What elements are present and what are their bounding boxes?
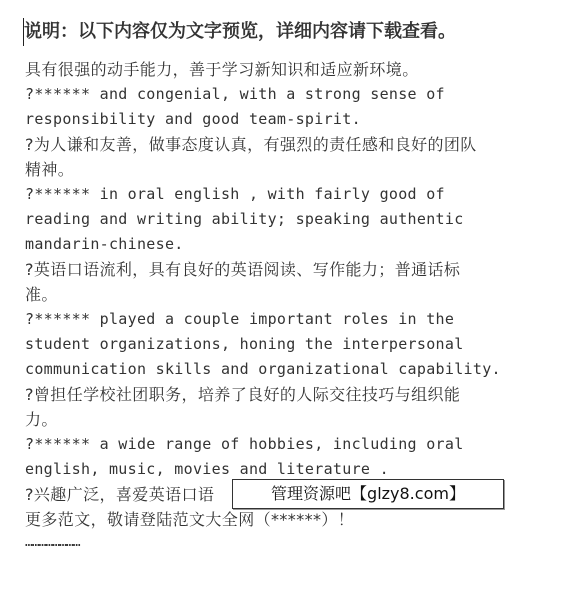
text-line: ?****** and congenial, with a strong sense of — [25, 85, 445, 103]
text-line: student organizations, honing the interpersonal — [25, 335, 464, 353]
text-line: ?****** a wide range of hobbies, including oral — [25, 435, 464, 453]
text-line: 更多范文，敬请登陆范文大全网（******）！ — [25, 510, 355, 529]
text-line: reading and writing ability; speaking authentic — [25, 210, 464, 228]
text-line: 具有很强的动手能力，善于学习新知识和适应新环境。 — [25, 60, 419, 79]
text-line: mandarin-chinese. — [25, 235, 184, 253]
watermark-banner: 管理资源吧【glzy8.com】 — [232, 479, 504, 509]
text-line: ?曾担任学校社团职务，培养了良好的人际交往技巧与组织能 — [25, 385, 461, 404]
text-line: 精神。 — [25, 160, 75, 179]
text-line: 力。 — [25, 410, 58, 429]
text-line: ?****** in oral english , with fairly good of — [25, 185, 445, 203]
text-line: ?为人谦和友善，做事态度认真，有强烈的责任感和良好的团队 — [25, 135, 477, 154]
text-line: ?英语口语流利，具有良好的英语阅读、写作能力；普通话标 — [25, 260, 461, 279]
preview-notice: 说明：以下内容仅为文字预览，详细内容请下载查看。 — [24, 21, 456, 42]
document-body — [25, 57, 565, 532]
text-line: ?兴趣广泛，喜爱英语口语 — [25, 485, 215, 504]
text-line: responsibility and good team-spirit. — [25, 110, 361, 128]
text-line: english, music, movies and literature . — [25, 460, 389, 478]
ellipsis-dots: …………………… — [25, 535, 80, 550]
text-line: ?****** played a couple important roles in the — [25, 310, 455, 328]
text-line: 准。 — [25, 285, 58, 304]
text-line: communication skills and organizational capability. — [25, 360, 501, 378]
